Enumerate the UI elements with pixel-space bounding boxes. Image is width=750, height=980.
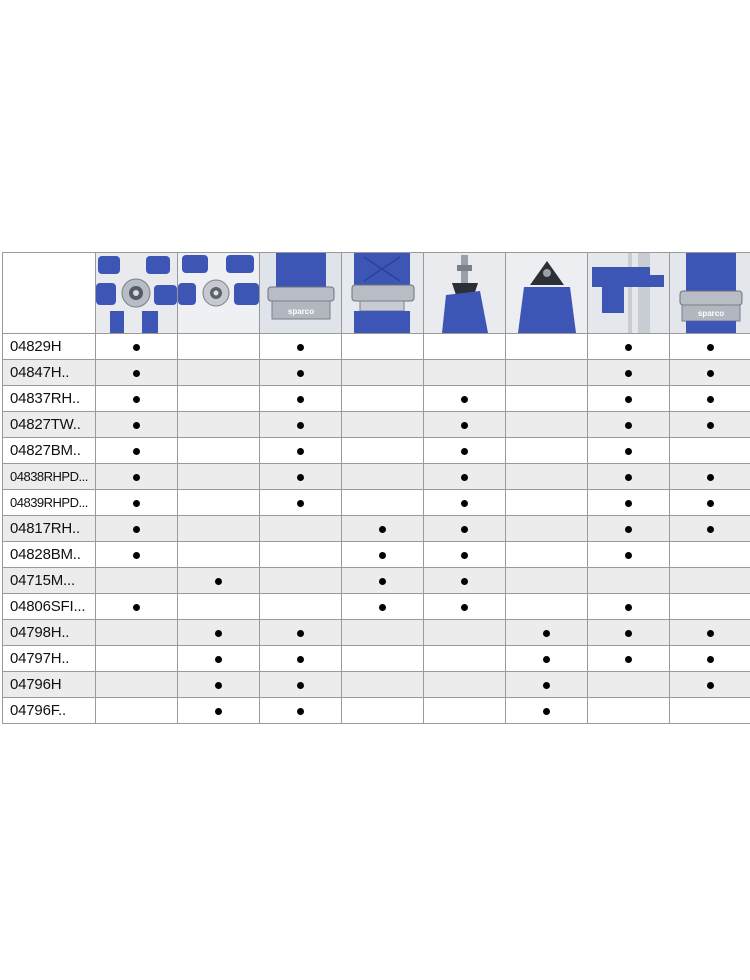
feature-cell [588, 542, 670, 568]
feature-cell [506, 698, 588, 724]
feature-cell [178, 672, 260, 698]
product-code-cell: 04715M... [3, 568, 96, 594]
bullet-mark [379, 578, 386, 585]
feature-cell [506, 594, 588, 620]
feature-image-bolt-in-eye [424, 253, 506, 334]
feature-cell [342, 412, 424, 438]
feature-cell [506, 568, 588, 594]
feature-cell [260, 672, 342, 698]
feature-cell [96, 412, 178, 438]
feature-image-cam-lock-buckle-alt [178, 253, 260, 334]
table-row [3, 438, 750, 464]
bullet-mark [133, 344, 140, 351]
bullet-mark [625, 526, 632, 533]
feature-cell [670, 568, 750, 594]
bullet-mark [707, 500, 714, 507]
feature-cell [588, 594, 670, 620]
bullet-mark [297, 448, 304, 455]
bullet-mark [379, 604, 386, 611]
feature-cell [260, 516, 342, 542]
feature-cell [260, 568, 342, 594]
feature-cell [178, 568, 260, 594]
feature-cell [670, 646, 750, 672]
feature-cell [260, 360, 342, 386]
feature-cell [670, 438, 750, 464]
bullet-mark [707, 344, 714, 351]
product-code-cell: 04827BM.. [3, 438, 96, 464]
feature-cell [96, 620, 178, 646]
bullet-mark [297, 630, 304, 637]
feature-cell [342, 516, 424, 542]
feature-image-sparco-adjuster [260, 253, 342, 334]
feature-cell [342, 620, 424, 646]
header-row [3, 253, 750, 334]
feature-cell [424, 464, 506, 490]
bolt-in-eye-icon [424, 253, 505, 333]
feature-cell [178, 464, 260, 490]
feature-cell [588, 646, 670, 672]
feature-cell [424, 412, 506, 438]
feature-cell [670, 490, 750, 516]
bullet-mark [461, 500, 468, 507]
feature-cell [506, 386, 588, 412]
feature-cell [670, 464, 750, 490]
feature-cell [260, 490, 342, 516]
product-code-cell: 04837RH.. [3, 386, 96, 412]
feature-cell [588, 672, 670, 698]
feature-cell [424, 672, 506, 698]
feature-cell [260, 542, 342, 568]
table-row [3, 360, 750, 386]
feature-cell [342, 672, 424, 698]
bullet-mark [215, 682, 222, 689]
bullet-mark [297, 708, 304, 715]
feature-cell [96, 698, 178, 724]
feature-cell [424, 594, 506, 620]
feature-cell [342, 334, 424, 360]
feature-cell [670, 698, 750, 724]
feature-cell [424, 490, 506, 516]
feature-cell [96, 438, 178, 464]
feature-cell [342, 464, 424, 490]
feature-cell [588, 490, 670, 516]
feature-cell [96, 672, 178, 698]
bullet-mark [133, 396, 140, 403]
table-row [3, 646, 750, 672]
feature-cell [506, 516, 588, 542]
feature-cell [260, 698, 342, 724]
bullet-mark [543, 708, 550, 715]
bullet-mark [215, 656, 222, 663]
product-code-cell: 04797H.. [3, 646, 96, 672]
feature-cell [506, 490, 588, 516]
table-row [3, 412, 750, 438]
feature-cell [424, 646, 506, 672]
bullet-mark [297, 474, 304, 481]
bullet-mark [297, 500, 304, 507]
bullet-mark [707, 396, 714, 403]
bullet-mark [461, 474, 468, 481]
feature-cell [342, 438, 424, 464]
product-code-cell: 04839RHPD... [3, 490, 96, 516]
feature-cell [588, 516, 670, 542]
feature-cell [96, 386, 178, 412]
bullet-mark [133, 422, 140, 429]
table-row [3, 490, 750, 516]
feature-cell [506, 620, 588, 646]
bullet-mark [215, 578, 222, 585]
feature-cell [506, 334, 588, 360]
lap-adjuster-icon [342, 253, 423, 333]
product-code-cell: 04817RH.. [3, 516, 96, 542]
bolt-in-bracket-icon [506, 253, 587, 333]
header-corner-cell [3, 253, 96, 334]
feature-cell [96, 334, 178, 360]
feature-cell [670, 334, 750, 360]
bullet-mark [707, 422, 714, 429]
feature-matrix-table [2, 252, 750, 724]
feature-cell [670, 412, 750, 438]
feature-cell [506, 412, 588, 438]
bullet-mark [707, 526, 714, 533]
feature-cell [670, 542, 750, 568]
wrap-around-bar-icon [588, 253, 669, 333]
feature-cell [424, 698, 506, 724]
sparco-logo-text: sparco [287, 307, 315, 316]
feature-cell [506, 438, 588, 464]
feature-cell [588, 698, 670, 724]
bullet-mark [625, 552, 632, 559]
feature-cell [96, 594, 178, 620]
feature-image-wrap-around-bar [588, 253, 670, 334]
feature-cell [424, 542, 506, 568]
feature-cell [260, 594, 342, 620]
feature-cell [670, 594, 750, 620]
feature-cell [342, 386, 424, 412]
table-row [3, 620, 750, 646]
table-row [3, 516, 750, 542]
table-row [3, 464, 750, 490]
feature-cell [178, 360, 260, 386]
table-row [3, 672, 750, 698]
bullet-mark [461, 422, 468, 429]
feature-cell [260, 438, 342, 464]
feature-cell [342, 646, 424, 672]
cam-lock-buckle-icon [178, 253, 259, 333]
feature-cell [588, 412, 670, 438]
bullet-mark [297, 656, 304, 663]
product-code-cell: 04829H [3, 334, 96, 360]
feature-cell [260, 620, 342, 646]
product-code-cell: 04796H [3, 672, 96, 698]
feature-cell [670, 620, 750, 646]
product-code-cell: 04806SFI... [3, 594, 96, 620]
bullet-mark [133, 500, 140, 507]
feature-cell [178, 516, 260, 542]
bullet-mark [707, 630, 714, 637]
feature-cell [342, 490, 424, 516]
bullet-mark [625, 474, 632, 481]
feature-cell [588, 438, 670, 464]
bullet-mark [625, 656, 632, 663]
feature-cell [342, 698, 424, 724]
feature-image-bolt-in-bracket [506, 253, 588, 334]
feature-cell [424, 516, 506, 542]
bullet-mark [133, 474, 140, 481]
product-code-cell: 04798H.. [3, 620, 96, 646]
product-code-cell: 04828BM.. [3, 542, 96, 568]
table-row [3, 698, 750, 724]
feature-cell [178, 334, 260, 360]
bullet-mark [461, 526, 468, 533]
bullet-mark [625, 422, 632, 429]
feature-cell [260, 646, 342, 672]
bullet-mark [707, 370, 714, 377]
feature-image-lap-adjuster [342, 253, 424, 334]
feature-cell [506, 646, 588, 672]
bullet-mark [625, 500, 632, 507]
bullet-mark [707, 474, 714, 481]
sparco-shoulder-adjuster-icon [670, 253, 750, 333]
feature-cell [96, 646, 178, 672]
feature-cell [96, 464, 178, 490]
feature-cell [178, 542, 260, 568]
bullet-mark [379, 526, 386, 533]
bullet-mark [215, 630, 222, 637]
feature-cell [424, 360, 506, 386]
feature-cell [178, 594, 260, 620]
cam-lock-buckle-icon [96, 253, 177, 333]
feature-image-sparco-shoulder-adjuster [670, 253, 750, 334]
bullet-mark [707, 682, 714, 689]
bullet-mark [133, 604, 140, 611]
feature-cell [342, 568, 424, 594]
bullet-mark [543, 656, 550, 663]
feature-cell [424, 334, 506, 360]
feature-cell [588, 620, 670, 646]
feature-cell [96, 516, 178, 542]
product-code-cell: 04847H.. [3, 360, 96, 386]
feature-cell [588, 464, 670, 490]
feature-cell [178, 438, 260, 464]
bullet-mark [133, 526, 140, 533]
feature-cell [670, 672, 750, 698]
bullet-mark [625, 630, 632, 637]
feature-cell [260, 386, 342, 412]
bullet-mark [297, 682, 304, 689]
product-code-cell: 04838RHPD... [3, 464, 96, 490]
bullet-mark [379, 552, 386, 559]
feature-cell [506, 672, 588, 698]
feature-cell [260, 412, 342, 438]
bullet-mark [707, 656, 714, 663]
bullet-mark [297, 370, 304, 377]
bullet-mark [625, 448, 632, 455]
feature-cell [342, 542, 424, 568]
feature-cell [178, 620, 260, 646]
product-code-cell: 04827TW.. [3, 412, 96, 438]
bullet-mark [133, 370, 140, 377]
table-row [3, 542, 750, 568]
feature-cell [424, 568, 506, 594]
feature-cell [424, 620, 506, 646]
table-row [3, 334, 750, 360]
feature-cell [260, 334, 342, 360]
bullet-mark [297, 344, 304, 351]
feature-cell [670, 360, 750, 386]
bullet-mark [297, 396, 304, 403]
feature-cell [342, 360, 424, 386]
table-row [3, 594, 750, 620]
feature-cell [96, 542, 178, 568]
bullet-mark [461, 396, 468, 403]
bullet-mark [625, 604, 632, 611]
bullet-mark [461, 578, 468, 585]
feature-cell [670, 386, 750, 412]
feature-cell [178, 490, 260, 516]
feature-cell [178, 412, 260, 438]
bullet-mark [625, 344, 632, 351]
bullet-mark [461, 448, 468, 455]
sparco-adjuster-icon [260, 253, 341, 333]
bullet-mark [133, 448, 140, 455]
bullet-mark [461, 552, 468, 559]
bullet-mark [133, 552, 140, 559]
feature-cell [424, 438, 506, 464]
bullet-mark [461, 604, 468, 611]
feature-cell [588, 334, 670, 360]
feature-cell [588, 568, 670, 594]
feature-cell [260, 464, 342, 490]
bullet-mark [625, 396, 632, 403]
feature-cell [178, 646, 260, 672]
matrix-body [3, 334, 750, 724]
feature-cell [96, 490, 178, 516]
bullet-mark [543, 630, 550, 637]
table-row [3, 386, 750, 412]
bullet-mark [297, 422, 304, 429]
feature-cell [588, 386, 670, 412]
sparco-logo-text: sparco [697, 309, 725, 318]
feature-cell [424, 386, 506, 412]
product-code-cell: 04796F.. [3, 698, 96, 724]
bullet-mark [625, 370, 632, 377]
feature-cell [506, 360, 588, 386]
table-row [3, 568, 750, 594]
feature-cell [96, 568, 178, 594]
bullet-mark [543, 682, 550, 689]
bullet-mark [215, 708, 222, 715]
feature-cell [342, 594, 424, 620]
feature-cell [506, 542, 588, 568]
feature-image-cam-lock-buckle [96, 253, 178, 334]
feature-cell [178, 698, 260, 724]
feature-cell [96, 360, 178, 386]
feature-cell [670, 516, 750, 542]
feature-cell [506, 464, 588, 490]
feature-cell [178, 386, 260, 412]
feature-cell [588, 360, 670, 386]
